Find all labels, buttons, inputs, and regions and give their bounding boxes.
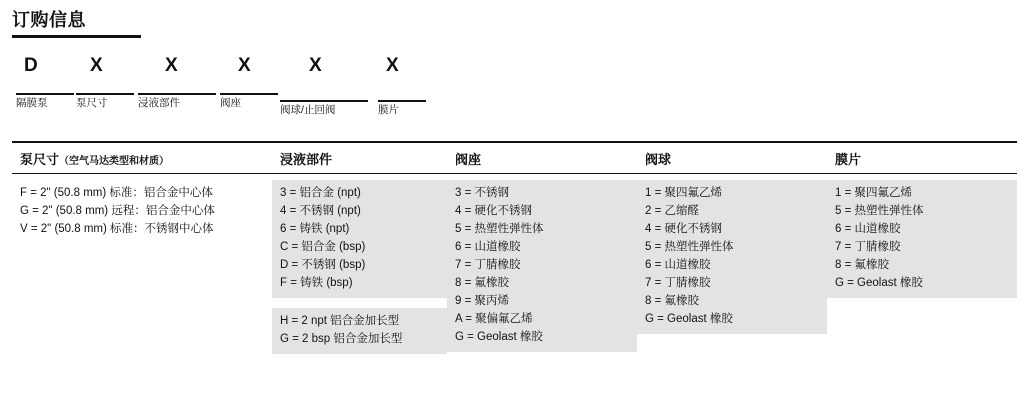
table-cell: 2 = 乙缩醛: [645, 205, 700, 217]
table-cell: 6 = 山道橡胶: [645, 259, 711, 271]
code-item-1: [90, 55, 103, 77]
code-caption-5-wrap: [378, 104, 399, 117]
code-letter: X: [90, 55, 103, 76]
table-body: [12, 174, 1017, 360]
table-cell: 9 = 聚丙烯: [455, 295, 510, 307]
code-caption: 隔膜泵: [16, 97, 48, 109]
table-header-cell-0: [12, 149, 272, 168]
table-cell: 4 = 硬化不锈钢: [455, 205, 533, 217]
table-cell: F = 2" (50.8 mm) 标准：铝合金中心体: [20, 187, 213, 199]
table-column-valve-seat: [447, 174, 637, 358]
table-cell: 8 = 氟橡胶: [455, 277, 510, 289]
code-letter: X: [386, 55, 399, 76]
ordering-table: [12, 141, 1017, 360]
header-label: 阀球: [645, 151, 672, 167]
code-caption-1-wrap: [76, 97, 108, 110]
column-group: [12, 180, 272, 244]
code-caption: 膜片: [378, 104, 399, 116]
code-letter: X: [309, 55, 322, 76]
code-item-5: [386, 55, 399, 77]
code-caption: 泵尺寸: [76, 97, 108, 109]
table-cell: 8 = 氟橡胶: [835, 259, 890, 271]
title-underline: [12, 35, 141, 38]
code-letter: X: [165, 55, 178, 76]
table-header-row: [12, 143, 1017, 174]
table-cell: 7 = 丁腈橡胶: [455, 259, 521, 271]
table-cell: 1 = 聚四氟乙烯: [835, 187, 913, 199]
code-rule-0: [16, 93, 74, 95]
header-label: 浸液部件: [280, 151, 333, 167]
table-cell: 5 = 热塑性弹性体: [645, 241, 734, 253]
table-cell: 5 = 热塑性弹性体: [455, 223, 544, 235]
code-rule-4: [280, 100, 368, 102]
table-cell: G = 2" (50.8 mm) 远程：铝合金中心体: [20, 205, 215, 217]
table-cell: 4 = 硬化不锈钢: [645, 223, 723, 235]
page-title: 订购信息: [12, 10, 86, 30]
table-cell: G = Geolast 橡胶: [645, 313, 733, 325]
code-caption-0-wrap: [16, 97, 48, 110]
column-group: [272, 180, 447, 298]
table-cell: 8 = 氟橡胶: [645, 295, 700, 307]
table-header-cell-3: [637, 149, 827, 168]
table-cell: 3 = 铝合金 (npt): [280, 187, 361, 199]
code-rule-5: [378, 100, 426, 102]
header-label: 泵尺寸: [20, 151, 60, 167]
table-cell: G = 2 bsp 铝合金加长型: [280, 333, 403, 345]
code-item-3: [238, 55, 251, 77]
column-gap: [272, 298, 447, 308]
column-group: [827, 180, 1017, 298]
code-item-2: [165, 55, 178, 77]
table-column-wetted-parts: [272, 174, 447, 360]
table-column-diaphragm: [827, 174, 1017, 304]
code-caption-4-wrap: [280, 104, 335, 117]
header-label: 膜片: [835, 151, 862, 167]
model-code-row: [12, 55, 472, 123]
table-cell: F = 铸铁 (bsp): [280, 277, 353, 289]
table-cell: A = 聚偏氟乙烯: [455, 313, 533, 325]
table-cell: C = 铝合金 (bsp): [280, 241, 366, 253]
code-caption: 阀座: [220, 97, 241, 109]
table-cell: D = 不锈钢 (bsp): [280, 259, 366, 271]
column-group: [637, 180, 827, 334]
column-group: [447, 180, 637, 352]
table-cell: H = 2 npt 铝合金加长型: [280, 315, 400, 327]
table-cell: 1 = 聚四氟乙烯: [645, 187, 723, 199]
table-column-pump-size: [12, 174, 272, 250]
table-column-valve-ball: [637, 174, 827, 340]
header-unit: （空气马达类型和材质）: [59, 155, 170, 167]
table-cell: V = 2" (50.8 mm) 标准：不锈钢中心体: [20, 223, 214, 235]
table-cell: 5 = 热塑性弹性体: [835, 205, 924, 217]
table-header-cell-1: [272, 149, 447, 168]
code-rule-3: [220, 93, 278, 95]
code-letter: D: [24, 55, 38, 76]
code-rule-1: [76, 93, 134, 95]
code-letter: X: [238, 55, 251, 76]
table-cell: 7 = 丁腈橡胶: [835, 241, 901, 253]
code-item-4: [309, 55, 322, 77]
table-cell: G = Geolast 橡胶: [835, 277, 923, 289]
table-header-cell-4: [827, 149, 1017, 168]
table-cell: 6 = 铸铁 (npt): [280, 223, 350, 235]
code-rule-2: [138, 93, 216, 95]
table-cell: 4 = 不锈钢 (npt): [280, 205, 361, 217]
table-cell: 3 = 不锈钢: [455, 187, 510, 199]
table-header-cell-2: [447, 149, 637, 168]
code-caption-2-wrap: [138, 97, 180, 110]
column-group: [272, 308, 447, 354]
table-cell: G = Geolast 橡胶: [455, 331, 543, 343]
code-caption-3-wrap: [220, 97, 241, 110]
header-label: 阀座: [455, 151, 482, 167]
code-caption: 浸液部件: [138, 97, 180, 109]
code-caption: 阀球/止回阀: [280, 104, 336, 116]
code-item-0: [24, 55, 38, 77]
table-cell: 7 = 丁腈橡胶: [645, 277, 711, 289]
table-cell: 6 = 山道橡胶: [455, 241, 521, 253]
table-cell: 6 = 山道橡胶: [835, 223, 901, 235]
